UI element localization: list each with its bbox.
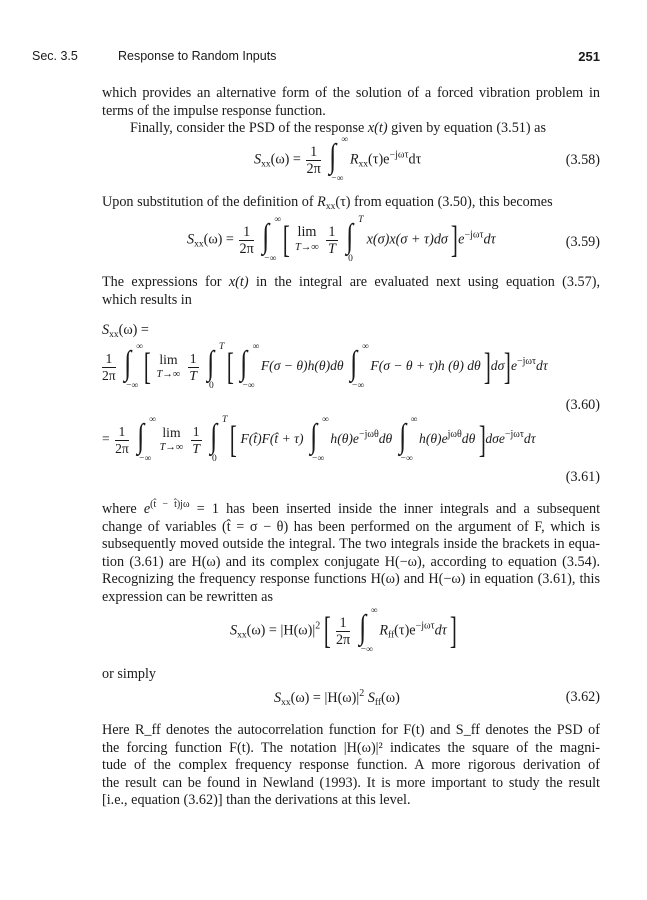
- upper-limit: ∞: [341, 135, 349, 145]
- math-text: |H(ω)|: [280, 622, 316, 639]
- equation-3-60: $\frac{1}{2\pi}$ ∫ ∞ −∞ [ lim T→∞ $\frac{1}{T}$ ∫ T 0 [ ∫ ∞ −∞ F(σ − θ)h(θ)dθ ∫ ∞ −∞ F(σ − θ + τ)h (θ) dθ ]$d\sigma]e^{-j\omega\tau}d\tau$: [102, 342, 548, 391]
- paragraph-6: or simply: [102, 666, 156, 682]
- text-span: The expressions for: [102, 274, 222, 290]
- fraction: [115, 424, 129, 457]
- equation-3-60-lhs: [102, 322, 149, 340]
- math-sub: xx: [281, 698, 291, 708]
- math-symbol: x(t): [228, 274, 249, 290]
- lim-text: lim: [159, 352, 178, 367]
- math-text: (τ): [335, 194, 351, 210]
- math-text: |H(ω)|: [324, 690, 360, 706]
- upper-limit: ∞: [370, 606, 378, 616]
- text-line: [102, 496, 600, 519]
- lim-text: lim: [297, 224, 317, 240]
- denominator: 2π: [102, 367, 116, 383]
- numerator: 1: [115, 424, 129, 441]
- math-text: =: [102, 431, 110, 447]
- fraction: [326, 224, 337, 257]
- math-symbol: x(t): [367, 120, 388, 136]
- math-sup: jωθ: [447, 429, 462, 441]
- text-line: the forcing function F(t). The notation |H(ω)|² indicates the square of the magni-: [102, 739, 600, 756]
- text-line: [102, 274, 600, 292]
- fraction: [191, 424, 202, 457]
- lower-limit: −∞: [360, 645, 373, 655]
- limit: [160, 425, 184, 455]
- lim-sub: T→∞: [156, 369, 181, 380]
- equation-number: (3.60): [565, 397, 600, 413]
- upper-limit: T: [222, 415, 228, 425]
- math-sup: −jωτ: [389, 149, 409, 161]
- math-symbol: S: [187, 231, 195, 248]
- math-text: (ω) =: [290, 690, 321, 706]
- math-text: F(t̂)F(t̂ + τ): [240, 431, 304, 447]
- text-span: in the integral are evaluated next using equation (3.57),: [255, 274, 600, 290]
- numerator: 1: [189, 350, 197, 366]
- math-sub: xx: [109, 330, 119, 340]
- numerator: 1: [336, 615, 350, 632]
- section-title: Response to Random Inputs: [118, 49, 277, 63]
- math-sub: ff: [387, 630, 395, 641]
- math-text: dτ: [434, 622, 447, 639]
- math-text: dτ: [408, 151, 422, 168]
- math-symbol: R: [379, 622, 388, 639]
- denominator: 2π: [239, 240, 254, 257]
- text-line: Here R_ff denotes the autocorrelation function for F(t) and S_ff denotes the PSD of: [102, 722, 600, 738]
- math-text: (ω) =: [270, 151, 301, 168]
- integral-sign: ∫ ∞ −∞: [358, 606, 378, 655]
- text-line: tion (3.61) are H(ω) and its complex conjugate H(−ω), according to equation (3.54).: [102, 553, 600, 570]
- equation-3-62: [274, 688, 400, 708]
- math-sub: xx: [325, 202, 336, 212]
- math-text: h(θ)e: [419, 431, 448, 447]
- math-text: (ω): [381, 690, 400, 706]
- text-span: given by equation (3.51) as: [391, 120, 546, 136]
- math-sub: xx: [358, 159, 369, 170]
- math-symbol: S: [367, 690, 375, 706]
- fraction: [102, 351, 116, 384]
- text-span: Finally, consider the PSD of the response: [130, 120, 365, 136]
- math-text: (ω) =: [118, 322, 149, 338]
- left-bracket: [: [144, 346, 152, 388]
- running-header: [32, 49, 600, 67]
- math-symbol: R: [349, 151, 359, 168]
- paragraph-1: [102, 85, 600, 120]
- lower-limit: −∞: [311, 454, 325, 464]
- text-span: Upon substitution of the definition of: [102, 194, 314, 210]
- lower-limit: −∞: [126, 381, 139, 391]
- text-span: = 1 has been inserted inside the inner integrals and a subsequent: [196, 501, 601, 517]
- math-symbol: e: [143, 501, 151, 517]
- math-sub: ff: [374, 698, 381, 708]
- fraction: [336, 615, 350, 648]
- text-line: [i.e., equation (3.62)] than the derivations at this level.: [102, 792, 411, 809]
- fraction: [239, 224, 253, 257]
- math-text: dτ: [483, 231, 496, 248]
- math-symbol: S: [274, 690, 282, 706]
- lim-sub: T→∞: [159, 442, 184, 453]
- integral-sign: ∫ ∞ −∞: [398, 415, 418, 464]
- upper-limit: ∞: [410, 415, 418, 425]
- numerator: 1: [102, 351, 116, 368]
- math-text: F(σ − θ)h(θ)dθ: [260, 358, 344, 374]
- math-text: dτ: [536, 358, 548, 374]
- math-symbol: R: [317, 194, 326, 210]
- paragraph-5: [102, 496, 600, 607]
- math-sup: −jωτ: [504, 429, 524, 441]
- lower-limit: −∞: [242, 381, 255, 391]
- math-text: dσ: [490, 358, 505, 374]
- math-sub: xx: [237, 630, 247, 641]
- math-sub: xx: [194, 239, 204, 250]
- text-line: which results in: [102, 291, 192, 308]
- denominator: T: [328, 240, 336, 257]
- math-sup: −jωθ: [358, 429, 379, 441]
- equation-3-58: [254, 135, 422, 184]
- fraction: [306, 144, 320, 177]
- integral-sign: ∫ T 0: [210, 415, 228, 464]
- page-number: 251: [578, 49, 600, 64]
- integral-sign: ∫ ∞ −∞: [124, 342, 143, 391]
- integral-sign: ∫ T 0: [207, 342, 225, 391]
- math-text: dθ: [461, 431, 476, 447]
- math-text: dσe: [485, 431, 505, 447]
- equation-number: (3.62): [565, 689, 600, 705]
- upper-limit: T: [358, 215, 364, 225]
- limit: [295, 225, 319, 255]
- math-text: (ω) =: [246, 622, 277, 639]
- left-bracket: [: [282, 219, 290, 261]
- text-line: change of variables (t̂ = σ − θ) has been performed on the argument of F, which is: [102, 518, 600, 535]
- denominator: T: [192, 440, 200, 456]
- text-span: from equation (3.50), this becomes: [354, 194, 553, 210]
- text-line: Recognizing the frequency response functions H(ω) and H(−ω) in equation (3.61), this: [102, 571, 600, 588]
- numerator: 1: [239, 224, 253, 241]
- fraction: [188, 351, 199, 384]
- text-line: expression can be rewritten as: [102, 588, 273, 605]
- left-bracket: [: [230, 419, 238, 461]
- right-bracket: ]: [450, 610, 458, 652]
- upper-limit: ∞: [274, 215, 282, 225]
- lower-limit: −∞: [264, 254, 277, 264]
- text-span: where: [102, 501, 137, 517]
- denominator: T: [189, 367, 197, 383]
- numerator: 1: [192, 423, 200, 439]
- lim-text: lim: [162, 425, 181, 440]
- paragraph-3: [102, 194, 600, 217]
- equation-number: (3.58): [565, 152, 600, 168]
- integral-sign: ∫ ∞ −∞: [310, 415, 329, 464]
- left-bracket: [: [227, 346, 235, 388]
- denominator: 2π: [115, 440, 129, 456]
- limit: [157, 352, 181, 382]
- right-bracket: ]: [478, 419, 486, 461]
- left-bracket: [: [323, 610, 331, 652]
- right-bracket: ]: [451, 219, 459, 261]
- lower-limit: 0: [212, 454, 217, 464]
- lower-limit: −∞: [139, 454, 152, 464]
- upper-limit: T: [218, 342, 225, 352]
- math-text: (τ)e: [394, 622, 416, 639]
- math-text: dθ: [378, 431, 393, 447]
- math-sup: 2: [315, 620, 321, 632]
- text-line: subsequently moved outside the integral. The two integrals inside the brackets in equa-: [102, 536, 600, 553]
- upper-limit: ∞: [361, 342, 369, 352]
- math-symbol: S: [254, 151, 262, 168]
- numerator: 1: [328, 223, 336, 240]
- equation-number: (3.59): [565, 234, 600, 250]
- equation-number: (3.61): [565, 469, 600, 485]
- math-sup: (t̂ − t̂)jω: [150, 499, 190, 510]
- math-symbol: S: [230, 622, 238, 639]
- math-sup: −jωτ: [464, 229, 484, 241]
- upper-limit: ∞: [321, 415, 329, 425]
- denominator: 2π: [306, 160, 321, 177]
- math-text: h(θ)e: [330, 431, 359, 447]
- paragraph-2: [130, 120, 600, 138]
- upper-limit: ∞: [136, 342, 143, 352]
- math-sub: xx: [261, 159, 271, 170]
- equation-rewrite: [230, 606, 458, 655]
- text-line: tude of the complex frequency response function. A more rigorous derivation of: [102, 757, 600, 774]
- equation-3-59: $S_{xx}(\omega)$ = $\frac{1}{2\pi}$ ∫ ∞ −∞ [ lim T→∞ $\frac{1}{T}$ ∫ T 0 x(σ)x(σ + τ)dσ ]$e^{-j\omega\tau}d\tau$: [187, 215, 496, 264]
- math-sup: −jωτ: [517, 356, 537, 368]
- lim-sub: T→∞: [295, 242, 319, 253]
- lower-limit: −∞: [331, 174, 344, 184]
- text-line: the result can be found in Newland (1993). It is more important to study the result: [102, 774, 600, 791]
- equation-3-61: [102, 415, 536, 464]
- math-text: dτ: [523, 431, 536, 447]
- math-text: (ω) =: [203, 231, 234, 248]
- lower-limit: 0: [208, 381, 214, 391]
- text-line: which provides an alternative form of the solution of a forced vibration problem in: [102, 85, 600, 101]
- math-symbol: S: [102, 322, 110, 338]
- upper-limit: ∞: [149, 415, 156, 425]
- section-label: Sec. 3.5: [32, 49, 78, 63]
- math-text: x(σ)x(σ + τ)dσ: [366, 231, 448, 248]
- integral-sign: ∫ ∞ −∞: [240, 342, 260, 391]
- integral-sign: ∫ T 0: [346, 215, 364, 264]
- math-sup: −jωτ: [415, 620, 435, 632]
- numerator: 1: [306, 144, 320, 161]
- lower-limit: −∞: [351, 381, 365, 391]
- integral-sign: ∫ ∞ −∞: [262, 215, 282, 264]
- lower-limit: −∞: [400, 454, 413, 464]
- integral-sign: ∫ ∞ −∞: [350, 342, 369, 391]
- math-text: F(σ − θ + τ)h (θ) dθ: [370, 358, 481, 374]
- paragraph-7: [102, 722, 600, 810]
- text-line: terms of the impulse response function.: [102, 102, 326, 119]
- right-bracket: ]: [504, 346, 512, 388]
- paragraph-4: [102, 274, 600, 309]
- denominator: 2π: [335, 631, 351, 648]
- upper-limit: ∞: [252, 342, 260, 352]
- lower-limit: 0: [348, 254, 353, 264]
- integral-sign: ∫ ∞ −∞: [137, 415, 156, 464]
- integral-sign: ∫ ∞ −∞: [329, 135, 349, 184]
- math-sup: 2: [359, 688, 365, 699]
- right-bracket: ]: [483, 346, 491, 388]
- math-text: (τ)e: [368, 151, 390, 168]
